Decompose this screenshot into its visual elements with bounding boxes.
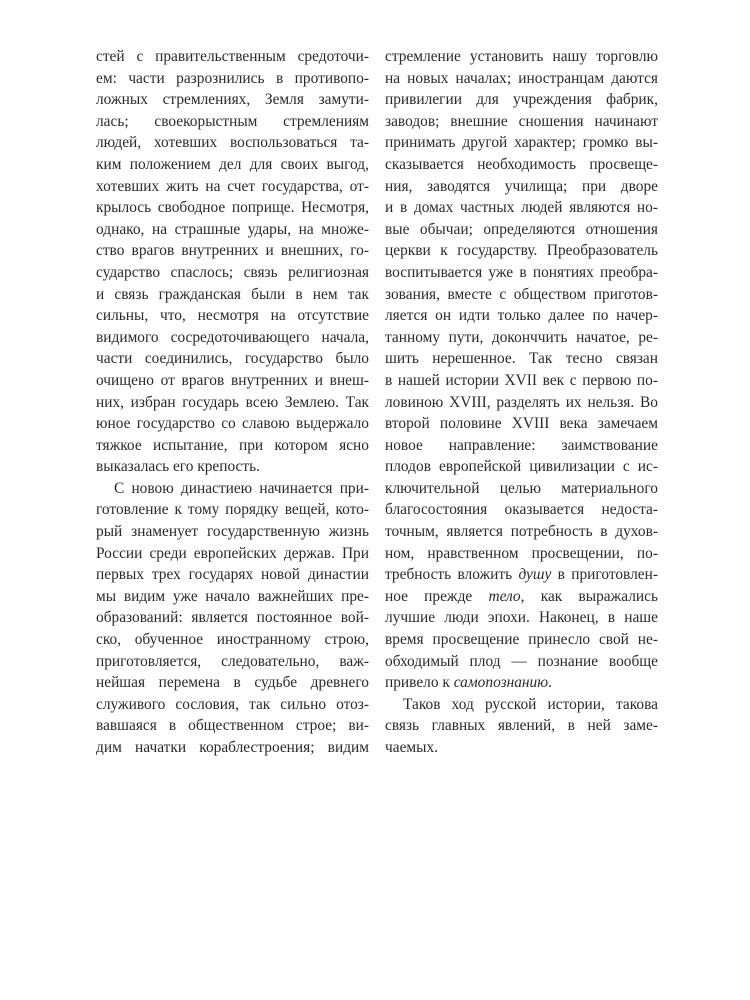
text-line: и связь гражданская были в нем так: [96, 285, 369, 303]
text-line: благосостояния оказывается недоста-: [385, 501, 658, 519]
text-line: лучшие люди эпохи. Наконец, в наше: [385, 609, 658, 627]
text-line: первых трех государях новой династии: [96, 566, 369, 584]
text-line: шить нерешенное. Так тесно связан: [385, 350, 658, 368]
text-line: сударство спаслось; связь религиозная: [96, 263, 369, 281]
text-line: ловиною XVIII, разделять их нельзя. Во: [385, 393, 658, 411]
text-line: ство врагов внутренних и внешних, го-: [96, 242, 369, 260]
text-line: чаемых.: [385, 739, 439, 756]
text-line: ния, заводятся училища; при дворе: [385, 177, 658, 195]
text-line: Таков ход русской истории, такова: [403, 695, 658, 713]
text-line: ляется он идти только далее по начер-: [385, 307, 658, 325]
text-line: лась; своекорыстным стремлениям: [96, 112, 369, 130]
text-line: новое направление: заимствование: [385, 436, 658, 454]
text-line: части соединились, государство было: [96, 350, 369, 368]
text-line: ско, обученное иностранному строю,: [96, 631, 369, 649]
text-line: них, избран государь всею Землею. Так: [96, 393, 369, 411]
text-line: ном, нравственном просвещении, по-: [385, 544, 658, 562]
text-line: сказывается необходимость просвеще-: [385, 155, 658, 173]
text-line: крылось свободное поприще. Несмотря,: [96, 199, 369, 217]
text-line: стремление установить нашу торговлю: [385, 48, 658, 65]
text-line: хотевших жить на счет государства, от-: [96, 177, 369, 195]
text-line: точным, является потребность в духов-: [385, 523, 658, 541]
text-line: юное государство со славою выдержало: [96, 415, 369, 433]
text-line: России среди европейских держав. При: [96, 544, 369, 562]
text-line: однако, на страшные удары, на множе-: [96, 220, 369, 238]
text-line: готовление к тому порядку вещей, кото-: [96, 501, 369, 519]
text-line: приготовляется, следовательно, важ-: [96, 652, 369, 670]
text-line: С новою династиею начинается при-: [114, 479, 369, 497]
text-line: и в домах частных людей являются но-: [385, 199, 658, 217]
text-line: зования, вместе с обществом приготов-: [385, 285, 658, 303]
left-text-column: [96, 46, 369, 759]
text-line: людей, хотевших воспользоваться та-: [96, 134, 369, 152]
text-line: воспитывается уже в понятиях преобра-: [385, 263, 658, 281]
right-text-column: [385, 46, 658, 759]
text-line: вавшаяся в общественном строе; ви-: [96, 717, 369, 735]
text-line: время просвещение принесло свой не-: [385, 631, 658, 649]
text-line: ложных стремлениях, Земля замути-: [96, 91, 369, 109]
text-line: принимать другой характер; громко вы-: [385, 134, 658, 152]
text-line: мы видим уже начало важнейших пре-: [96, 587, 369, 605]
text-line: привилегии для учреждения фабрик,: [385, 91, 658, 109]
text-line: дим начатки кораблестроения; видим: [96, 739, 369, 756]
text-line: требность вложить душу в приготовлен-: [385, 566, 658, 584]
text-line: образований: является постоянное вой-: [96, 609, 369, 627]
text-line: ключительной целью материального: [385, 479, 658, 497]
text-line: выказалась его крепость.: [96, 458, 260, 476]
text-line: связь главных явлений, в ней заме-: [385, 717, 658, 735]
text-line: сильны, что, несмотря на отсутствие: [96, 307, 369, 325]
text-line: видимого сосредоточивающего начала,: [96, 328, 369, 346]
text-line: на новых началах; иностранцам даются: [385, 69, 658, 87]
text-line: очищено от врагов внутренних и внеш-: [96, 371, 369, 389]
text-line: церкви к государству. Преобразователь: [385, 242, 658, 260]
text-line: рый знаменует государственную жизнь: [96, 523, 369, 541]
text-line: тяжкое испытание, при котором ясно: [96, 436, 369, 454]
text-line: вые обычаи; определяются отношения: [385, 220, 658, 238]
text-line: заводов; внешние сношения начинают: [385, 112, 658, 130]
text-line: в нашей истории XVII век с первою по-: [385, 371, 658, 389]
text-line: служивого сословия, так сильно отоз-: [96, 695, 369, 713]
text-line: танному пути, доконччить начатое, ре-: [385, 328, 658, 346]
text-line: обходимый плод — познание вообще: [385, 652, 658, 670]
text-line: второй половине XVIII века замечаем: [385, 415, 658, 433]
text-line: нейшая перемена в судьбе древнего: [96, 674, 369, 692]
text-line: ким положением дел для своих выгод,: [96, 155, 369, 173]
text-line: привело к самопознанию.: [385, 674, 552, 692]
text-line: ем: части разрознились в противопо-: [96, 69, 369, 87]
text-line: стей с правительственным средоточи-: [96, 48, 369, 65]
text-line: плодов европейской цивилизации с ис-: [385, 458, 658, 476]
text-line: ное прежде тело, как выражались: [385, 587, 658, 605]
